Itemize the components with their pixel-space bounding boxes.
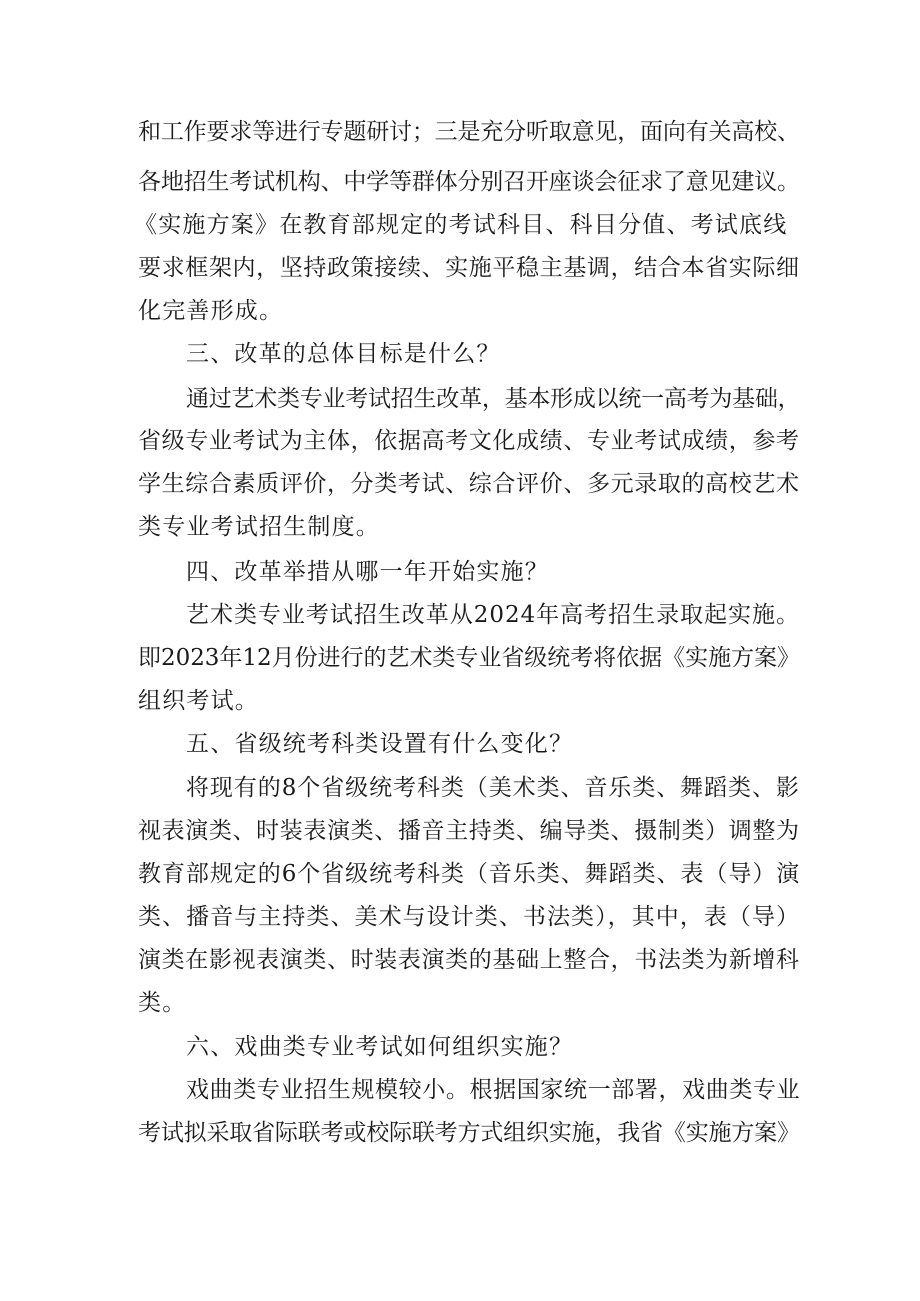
paragraph-line: 学生综合素质评价，分类考试、综合评价、多元录取的高校艺术 <box>138 471 800 497</box>
paragraph-line: 组织考试。 <box>138 688 259 714</box>
paragraph-line: 各地招生考试机构、中学等群体分别召开座谈会征求了意见建议。 <box>138 169 800 195</box>
section-heading: 四、改革举措从哪一年开始实施？ <box>186 559 549 585</box>
paragraph-line: 教育部规定的6个省级统考科类（音乐类、舞蹈类、表（导）演 <box>138 861 801 887</box>
paragraph-line: 演类在影视表演类、时装表演类的基础上整合，书法类为新增科 <box>138 947 800 973</box>
paragraph-line: 艺术类专业考试招生改革从2024年高考招生录取起实施。 <box>186 602 800 628</box>
paragraph-line: 《实施方案》在教育部规定的考试科目、科目分值、考试底线 <box>134 212 788 238</box>
section-heading: 六、戏曲类专业考试如何组织实施？ <box>186 1034 574 1060</box>
paragraph-line: 类。 <box>138 990 187 1016</box>
section-heading: 五、省级统考科类设置有什么变化？ <box>186 731 574 757</box>
paragraph-line: 省级专业考试为主体，依据高考文化成绩、专业考试成绩，参考 <box>138 428 800 454</box>
paragraph-line: 化完善形成。 <box>138 298 284 324</box>
paragraph-line: 将现有的8个省级统考科类（美术类、音乐类、舞蹈类、影 <box>186 775 800 801</box>
paragraph-line: 考试拟采取省际联考或校际联考方式组织实施，我省《实施方案》 <box>138 1120 800 1146</box>
paragraph-line: 视表演类、时装表演类、播音主持类、编导类、摄制类）调整为 <box>138 818 800 844</box>
paragraph-line: 要求框架内，坚持政策接续、实施平稳主基调，结合本省实际细 <box>138 255 800 281</box>
paragraph-line: 戏曲类专业招生规模较小。根据国家统一部署，戏曲类专业 <box>186 1077 801 1103</box>
paragraph-line: 类专业考试招生制度。 <box>138 514 380 540</box>
section-heading: 三、改革的总体目标是什么？ <box>186 341 501 367</box>
paragraph-line: 通过艺术类专业考试招生改革，基本形成以统一高考为基础， <box>186 386 801 412</box>
paragraph-line: 即2023年12月份进行的艺术类专业省级统考将依据《实施方案》 <box>138 645 800 671</box>
paragraph-line: 类、播音与主持类、美术与设计类、书法类），其中，表（导） <box>138 904 801 930</box>
paragraph-line: 和工作要求等进行专题研讨；三是充分听取意见，面向有关高校、 <box>138 119 800 145</box>
